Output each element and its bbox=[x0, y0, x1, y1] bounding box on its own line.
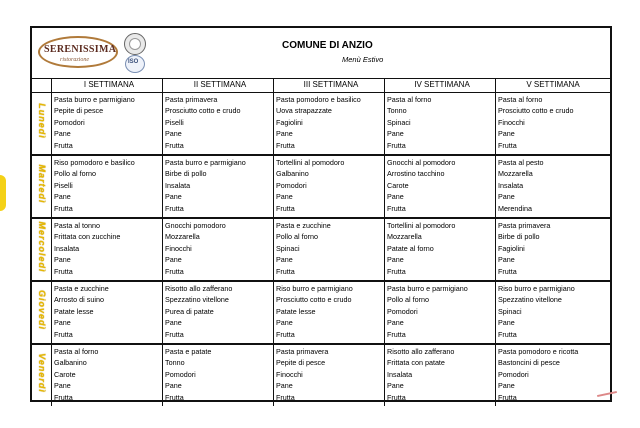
menu-item: Frutta bbox=[498, 140, 517, 150]
menu-item: Pasta e zucchine bbox=[54, 284, 109, 293]
column-divider bbox=[273, 156, 274, 217]
menu-item: Pasta pomodoro e ricotta bbox=[498, 347, 579, 356]
logo-name: SERENISSIMA bbox=[44, 44, 117, 55]
menu-item: Pane bbox=[54, 381, 71, 391]
menu-item: Pane bbox=[387, 192, 404, 202]
menu-header bbox=[32, 28, 610, 78]
menu-item: Tortellini al pomodoro bbox=[276, 158, 345, 167]
menu-item: Frutta bbox=[54, 392, 73, 402]
menu-cell bbox=[165, 220, 273, 277]
column-divider bbox=[162, 345, 163, 406]
menu-item: Galbanino bbox=[276, 169, 309, 179]
menu-item: Frutta bbox=[54, 329, 73, 339]
certification-seal-icon bbox=[124, 33, 146, 55]
menu-cell bbox=[54, 346, 162, 403]
day-label bbox=[34, 222, 48, 276]
column-divider bbox=[273, 93, 274, 154]
menu-cell bbox=[387, 94, 495, 151]
menu-cell bbox=[165, 94, 273, 151]
page-title: COMUNE DI ANZIO bbox=[282, 40, 373, 51]
menu-item: Insalata bbox=[387, 369, 413, 379]
menu-cell bbox=[387, 283, 495, 340]
menu-cell bbox=[165, 157, 273, 214]
menu-cell bbox=[498, 283, 606, 340]
menu-item: Frutta bbox=[165, 266, 184, 276]
menu-item: Frutta bbox=[276, 329, 295, 339]
menu-cell bbox=[276, 283, 384, 340]
day-label-text: Martedì bbox=[37, 164, 47, 204]
menu-item: Pane bbox=[387, 129, 404, 139]
menu-item: Frutta bbox=[54, 266, 73, 276]
menu-item: Uova strapazzate bbox=[276, 106, 332, 116]
column-divider bbox=[495, 79, 496, 92]
menu-item: Mozzarella bbox=[498, 169, 533, 179]
menu-cell bbox=[387, 157, 495, 214]
menu-item: Piselli bbox=[54, 180, 73, 190]
page-subtitle: Menù Estivo bbox=[342, 55, 384, 64]
week-header-2: II SETTIMANA bbox=[193, 80, 247, 89]
column-divider bbox=[162, 79, 163, 92]
menu-item: Finocchi bbox=[165, 243, 192, 253]
menu-item: Frittata con patate bbox=[387, 358, 445, 368]
menu-item: Tonno bbox=[387, 106, 407, 116]
menu-cell bbox=[276, 94, 384, 151]
menu-item: Spinaci bbox=[387, 117, 411, 127]
menu-item: Fagiolini bbox=[276, 117, 303, 127]
menu-item: Arrosto di suino bbox=[54, 295, 104, 305]
menu-cell bbox=[165, 346, 273, 403]
column-divider bbox=[495, 282, 496, 343]
menu-item: Mozzarella bbox=[387, 232, 422, 242]
menu-item: Frutta bbox=[387, 203, 406, 213]
menu-item: Pane bbox=[387, 318, 404, 328]
week-header-5: V SETTIMANA bbox=[526, 80, 580, 89]
menu-item: Spezzatino vitellone bbox=[165, 295, 229, 305]
menu-item: Carote bbox=[387, 180, 409, 190]
menu-item: Mozzarella bbox=[165, 232, 200, 242]
column-divider bbox=[51, 79, 52, 92]
menu-cell bbox=[54, 283, 162, 340]
menu-item: Frutta bbox=[387, 266, 406, 276]
menu-cell bbox=[276, 220, 384, 277]
menu-item: Pomodori bbox=[387, 306, 418, 316]
menu-item: Piselli bbox=[165, 117, 184, 127]
day-row-2 bbox=[32, 156, 610, 219]
column-divider bbox=[162, 219, 163, 280]
menu-item: Spinaci bbox=[498, 306, 522, 316]
menu-item: Birbe di pollo bbox=[498, 232, 540, 242]
menu-item: Arrostino tacchino bbox=[387, 169, 445, 179]
menu-item: Frutta bbox=[165, 203, 184, 213]
menu-cell bbox=[54, 220, 162, 277]
menu-item: Pomodori bbox=[498, 369, 529, 379]
menu-item: Finocchi bbox=[498, 117, 525, 127]
day-label bbox=[34, 285, 48, 339]
menu-item: Spinaci bbox=[276, 243, 300, 253]
day-label bbox=[34, 159, 48, 213]
iso-seal-icon bbox=[125, 55, 145, 73]
week-header-4: IV SETTIMANA bbox=[414, 80, 470, 89]
column-divider bbox=[273, 345, 274, 406]
iso-seal-text: ISO bbox=[128, 59, 139, 65]
menu-item: Pane bbox=[54, 255, 71, 265]
day-label-text: Giovedì bbox=[37, 289, 47, 330]
menu-item: Frutta bbox=[54, 203, 73, 213]
column-divider bbox=[495, 219, 496, 280]
column-divider bbox=[384, 93, 385, 154]
menu-item: Birbe di pollo bbox=[165, 169, 207, 179]
menu-item: Pasta al forno bbox=[498, 95, 543, 104]
menu-item: Pane bbox=[165, 255, 182, 265]
menu-item: Pasta burro e parmigiano bbox=[54, 95, 135, 104]
column-divider bbox=[162, 282, 163, 343]
menu-item: Gnocchi al pomodoro bbox=[387, 158, 456, 167]
menu-item: Pomodori bbox=[276, 180, 307, 190]
menu-item: Pomodori bbox=[54, 117, 85, 127]
menu-item: Riso burro e parmigiano bbox=[276, 284, 353, 293]
menu-item: Pasta primavera bbox=[276, 347, 329, 356]
menu-item: Frutta bbox=[387, 140, 406, 150]
menu-item: Tonno bbox=[165, 358, 185, 368]
menu-cell bbox=[498, 94, 606, 151]
menu-item: Patate lesse bbox=[276, 306, 316, 316]
column-divider bbox=[495, 345, 496, 406]
menu-item: Spezzatino vitellone bbox=[498, 295, 562, 305]
menu-item: Pane bbox=[498, 129, 515, 139]
menu-item: Prosciutto cotto e crudo bbox=[165, 106, 241, 116]
column-divider bbox=[273, 282, 274, 343]
menu-item: Pasta burro e parmigiano bbox=[387, 284, 468, 293]
day-row-1 bbox=[32, 93, 610, 156]
menu-item: Insalata bbox=[498, 180, 524, 190]
day-label-text: Venerdì bbox=[37, 353, 47, 393]
day-row-4 bbox=[32, 282, 610, 345]
serenissima-logo bbox=[38, 36, 120, 70]
column-divider bbox=[495, 93, 496, 154]
column-divider bbox=[51, 282, 52, 343]
menu-item: Bastoncini di pesce bbox=[498, 358, 560, 368]
week-header-1: I SETTIMANA bbox=[83, 80, 135, 89]
menu-item: Pasta e patate bbox=[165, 347, 212, 356]
menu-item: Carote bbox=[54, 369, 76, 379]
menu-item: Galbanino bbox=[54, 358, 87, 368]
menu-item: Pane bbox=[54, 318, 71, 328]
column-divider bbox=[162, 93, 163, 154]
menu-item: Riso pomodoro e basilico bbox=[54, 158, 135, 167]
menu-item: Frutta bbox=[498, 266, 517, 276]
menu-item: Pasta al forno bbox=[387, 95, 432, 104]
menu-item: Insalata bbox=[165, 180, 191, 190]
menu-item: Pane bbox=[165, 318, 182, 328]
column-divider bbox=[384, 345, 385, 406]
menu-item: Patate al forno bbox=[387, 243, 434, 253]
menu-item: Frutta bbox=[54, 140, 73, 150]
menu-item: Pollo al forno bbox=[387, 295, 429, 305]
menu-item: Insalata bbox=[54, 243, 80, 253]
menu-item: Frutta bbox=[165, 329, 184, 339]
menu-item: Pasta primavera bbox=[165, 95, 218, 104]
menu-item: Pane bbox=[498, 255, 515, 265]
menu-item: Frutta bbox=[276, 392, 295, 402]
menu-item: Pollo al forno bbox=[276, 232, 318, 242]
day-label bbox=[34, 348, 48, 402]
menu-item: Pomodori bbox=[165, 369, 196, 379]
menu-item: Pasta e zucchine bbox=[276, 221, 331, 230]
column-divider bbox=[51, 93, 52, 154]
column-divider bbox=[495, 156, 496, 217]
menu-item: Pasta al tonno bbox=[54, 221, 100, 230]
menu-item: Pane bbox=[165, 192, 182, 202]
menu-cell bbox=[498, 157, 606, 214]
menu-cell bbox=[54, 157, 162, 214]
menu-item: Pane bbox=[276, 318, 293, 328]
menu-cell bbox=[165, 283, 273, 340]
menu-item: Pane bbox=[276, 129, 293, 139]
menu-item: Frutta bbox=[498, 392, 517, 402]
menu-item: Pane bbox=[165, 381, 182, 391]
menu-item: Pepite di pesce bbox=[54, 106, 104, 116]
menu-item: Prosciutto cotto e crudo bbox=[276, 295, 352, 305]
menu-cell bbox=[276, 157, 384, 214]
menu-item: Prosciutto cotto e crudo bbox=[498, 106, 574, 116]
menu-item: Pasta pomodoro e basilico bbox=[276, 95, 361, 104]
menu-item: Patate lesse bbox=[54, 306, 94, 316]
day-label-text: Lunedì bbox=[37, 103, 47, 139]
menu-cell bbox=[498, 220, 606, 277]
menu-item: Pane bbox=[498, 192, 515, 202]
menu-item: Frutta bbox=[165, 140, 184, 150]
menu-cell bbox=[387, 346, 495, 403]
menu-cell bbox=[276, 346, 384, 403]
menu-cell bbox=[498, 346, 606, 403]
menu-item: Pane bbox=[54, 129, 71, 139]
menu-item: Purea di patate bbox=[165, 306, 214, 316]
menu-item: Pane bbox=[54, 192, 71, 202]
menu-item: Risotto allo zafferano bbox=[165, 284, 233, 293]
logo-tagline: ristorazione bbox=[60, 57, 90, 63]
menu-item: Riso burro e parmigiano bbox=[498, 284, 575, 293]
menu-item: Pasta burro e parmigiano bbox=[165, 158, 246, 167]
menu-item: Gnocchi pomodoro bbox=[165, 221, 226, 230]
menu-item: Finocchi bbox=[276, 369, 303, 379]
menu-item: Pane bbox=[498, 318, 515, 328]
day-label bbox=[34, 96, 48, 150]
column-divider bbox=[51, 345, 52, 406]
menu-item: Pane bbox=[276, 192, 293, 202]
menu-item: Tortellini al pomodoro bbox=[387, 221, 456, 230]
menu-table bbox=[32, 78, 610, 406]
column-divider bbox=[384, 79, 385, 92]
menu-item: Pane bbox=[165, 129, 182, 139]
menu-item: Pane bbox=[276, 255, 293, 265]
menu-item: Pasta al pesto bbox=[498, 158, 544, 167]
left-edge-mark bbox=[0, 175, 6, 211]
column-divider bbox=[384, 156, 385, 217]
column-divider bbox=[51, 156, 52, 217]
menu-item: Merendina bbox=[498, 203, 532, 213]
menu-item: Pepite di pesce bbox=[276, 358, 326, 368]
column-divider bbox=[384, 219, 385, 280]
menu-item: Pane bbox=[276, 381, 293, 391]
week-header-3: III SETTIMANA bbox=[303, 80, 359, 89]
menu-sheet bbox=[30, 26, 612, 402]
menu-item: Pasta primavera bbox=[498, 221, 551, 230]
day-label-text: Mercoledì bbox=[37, 221, 47, 273]
week-header-row bbox=[32, 78, 610, 93]
menu-item: Fagiolini bbox=[498, 243, 525, 253]
column-divider bbox=[162, 156, 163, 217]
menu-item: Frutta bbox=[387, 392, 406, 402]
column-divider bbox=[273, 79, 274, 92]
menu-item: Frittata con zucchine bbox=[54, 232, 121, 242]
day-row-3 bbox=[32, 219, 610, 282]
menu-item: Frutta bbox=[498, 329, 517, 339]
column-divider bbox=[384, 282, 385, 343]
menu-item: Risotto allo zafferano bbox=[387, 347, 455, 356]
column-divider bbox=[273, 219, 274, 280]
menu-item: Frutta bbox=[276, 203, 295, 213]
menu-item: Frutta bbox=[165, 392, 184, 402]
menu-item: Pane bbox=[498, 381, 515, 391]
menu-item: Pane bbox=[387, 255, 404, 265]
column-divider bbox=[51, 219, 52, 280]
menu-item: Pane bbox=[387, 381, 404, 391]
menu-cell bbox=[387, 220, 495, 277]
menu-item: Frutta bbox=[276, 140, 295, 150]
menu-item: Pasta al forno bbox=[54, 347, 99, 356]
menu-item: Pollo al forno bbox=[54, 169, 96, 179]
menu-item: Frutta bbox=[387, 329, 406, 339]
menu-cell bbox=[54, 94, 162, 151]
day-row-5 bbox=[32, 345, 610, 406]
menu-item: Frutta bbox=[276, 266, 295, 276]
